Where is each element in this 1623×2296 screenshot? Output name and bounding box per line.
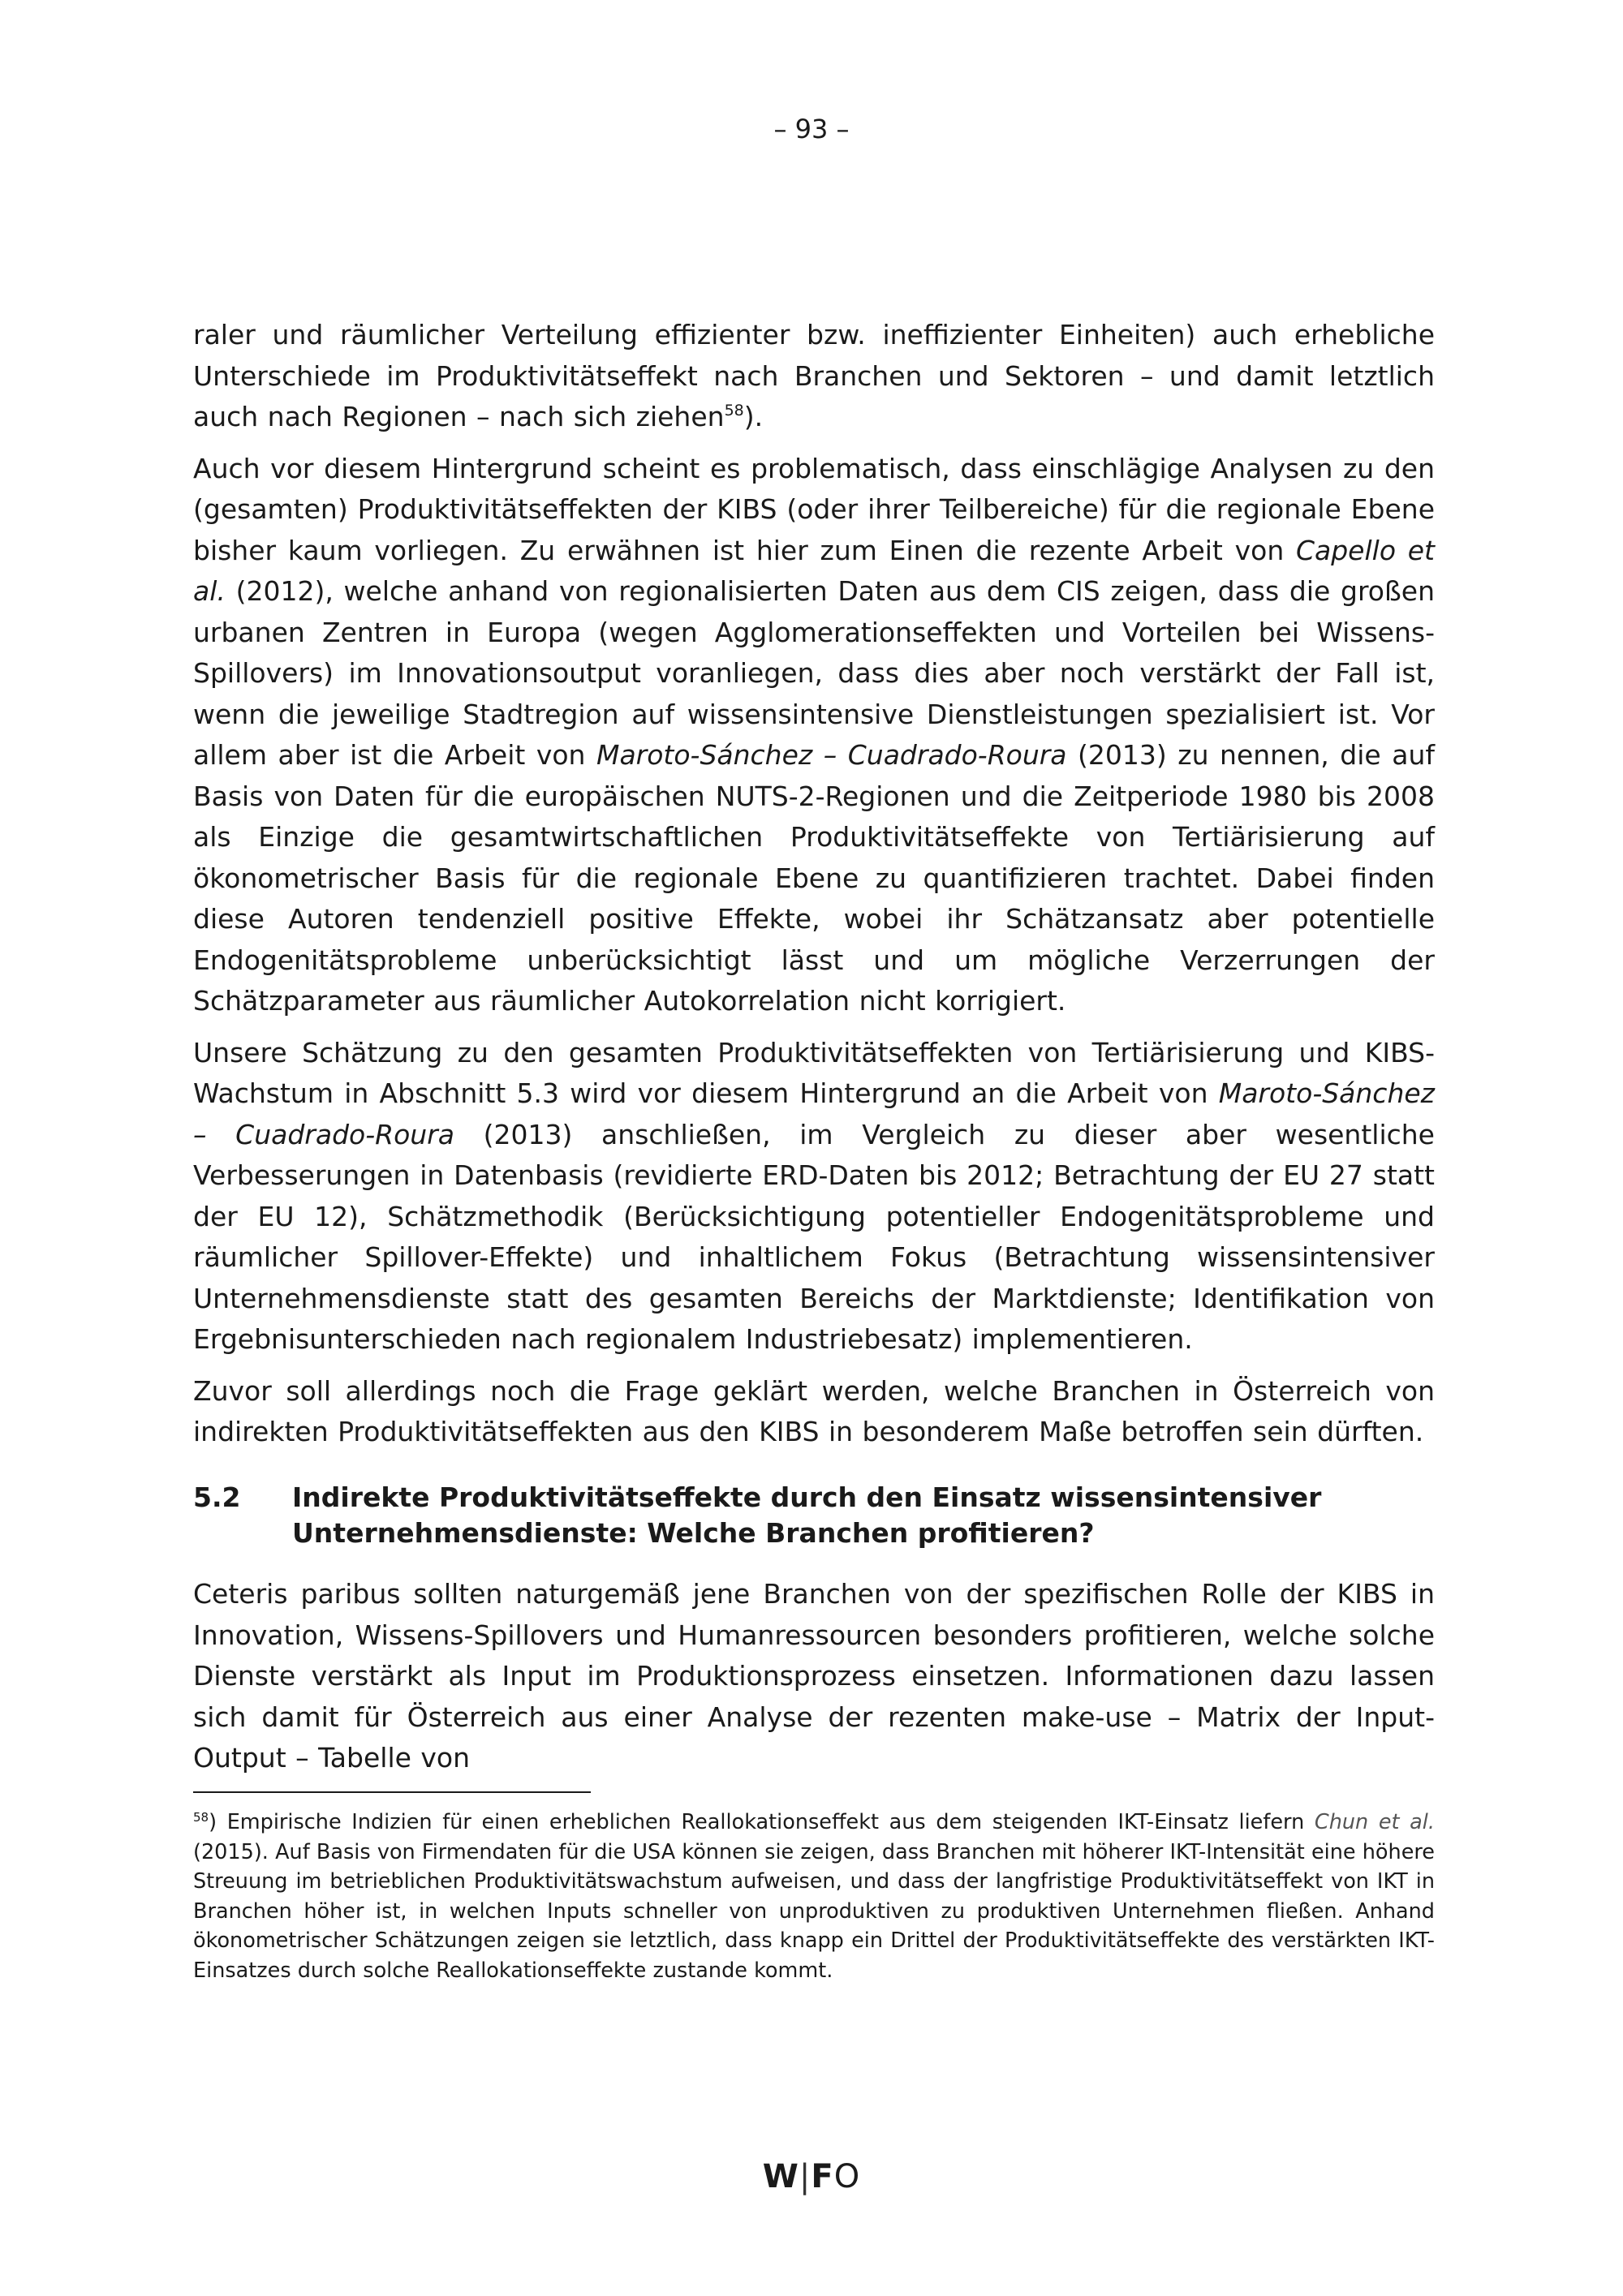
- paragraph-2: [193, 449, 1435, 1022]
- logo-letter-o: O: [833, 2158, 861, 2195]
- paragraph-5: Ceteris paribus sollten naturgemäß jene Branchen von der spezifischen Rolle der KIBS in Innovation, Wissens-Spillovers und Humanressourcen besonders profitieren, welche solche Dienste verstärkt als Input im Produktionsprozess einsetzen. Informationen dazu lassen sich damit für Österreich aus einer Analyse der rezenten make-use – Matrix der Input-Output – Tabelle von: [193, 1578, 1435, 1774]
- footnote-reference[interactable]: 58: [724, 402, 744, 419]
- citation-capello: Capello et al.: [193, 534, 1435, 607]
- footnote-text-b: (2015). Auf Basis von Firmendaten für die USA können sie zeigen, dass Branchen mit höherer IKT-Intensität eine höhere Streuung im betrieblichen Produktivitätswachstum aufweisen, und dass der langfristige Produktivitätseffekt von IKT in Branchen höher ist, in welchen Inputs schneller von unproduktiven zu produktiven Unternehmen fließen. Anhand ökonometrischer Schätzungen zeigen sie letztlich, dass knapp ein Drittel der Produktivitätseffekte des verstärkten IKT-Einsatzes durch solche Reallokationseffekte zustande kommt.: [193, 1839, 1435, 1983]
- footnote-divider: [193, 1791, 591, 1793]
- footnote-marker: 58: [193, 1810, 209, 1825]
- footnote-58: [193, 1808, 1435, 1985]
- page-number: – 93 –: [773, 114, 850, 144]
- wifo-logo: [0, 2158, 1623, 2195]
- section-title: Indirekte Produktivitätseffekte durch den Einsatz wissensintensiver Unternehmensdienste: Welche Branchen profitieren?: [292, 1481, 1322, 1549]
- logo-letter-w: W: [762, 2158, 799, 2195]
- body-text-upper: [193, 315, 1435, 1464]
- paragraph-1: [193, 315, 1435, 438]
- paragraph-2-text-a: Auch vor diesem Hintergrund scheint es problematisch, dass einschlägige Analysen zu den (gesamten) Produktivitätseffekten der KIBS (oder ihrer Teilbereiche) für die regionale Ebene bisher kaum vorliegen. Zu erwähnen ist hier zum Einen die rezente Arbeit von: [193, 452, 1435, 566]
- section-heading: [193, 1480, 1435, 1551]
- section-number: 5.2: [193, 1481, 241, 1513]
- paragraph-3-text-a: Unsere Schätzung zu den gesamten Produktivitätseffekten von Tertiärisierung und KIBS-Wachstum in Abschnitt 5.3 wird vor diesem Hintergrund an die Arbeit von: [193, 1036, 1435, 1109]
- citation-maroto-2: Maroto-Sánchez – Cuadrado-Roura: [193, 1077, 1435, 1150]
- body-text-lower: [193, 1574, 1435, 1790]
- paragraph-4: Zuvor soll allerdings noch die Frage geklärt werden, welche Branchen in Österreich von indirekten Produktivitätseffekten aus den KIBS in besonderem Maße betroffen sein dürften.: [193, 1374, 1435, 1447]
- logo-separator: |: [799, 2158, 812, 2195]
- footnote-citation: Chun et al.: [1314, 1810, 1435, 1834]
- paragraph-3: [193, 1033, 1435, 1361]
- footnote-text-a: ) Empirische Indizien für einen erheblichen Reallokationseffekt aus dem steigenden IKT-Einsatz liefern: [209, 1810, 1315, 1834]
- paragraph-3-text-b: (2013) anschließen, im Vergleich zu dieser aber wesentliche Verbesserungen in Datenbasis (revidierte ERD-Daten bis 2012; Betrachtung der EU 27 statt der EU 12), Schätzmethodik (Berücksichtigung potentieller Endogenitätsprobleme und räumlicher Spillover-Effekte) und inhaltlichem Fokus (Betrachtung wissensintensiver Unternehmensdienste statt des gesamten Bereichs der Marktdienste; Identifikation von Ergebnisunterschieden nach regionalem Industriebesatz) implementieren.: [193, 1118, 1435, 1355]
- citation-maroto: Maroto-Sánchez – Cuadrado-Roura: [596, 739, 1067, 771]
- paragraph-2-text-b: (2012), welche anhand von regionalisierten Daten aus dem CIS zeigen, dass die großen urbanen Zentren in Europa (wegen Agglomerationseffekten und Vorteilen bei Wissens-Spillovers) im Innovationsoutput voranliegen, dass dies aber noch verstärkt der Fall ist, wenn die jeweilige Stadtregion auf wissensintensive Dienstleistungen spezialisiert ist. Vor allem aber ist die Arbeit von: [193, 575, 1435, 771]
- logo-letter-f: F: [811, 2158, 834, 2195]
- paragraph-1-text: raler und räumlicher Verteilung effizienter bzw. ineffizienter Einheiten) auch erhebliche Unterschiede im Produktivitätseffekt nach Branchen und Sektoren – und damit letztlich auch nach Regionen – nach sich ziehen: [193, 319, 1435, 432]
- paragraph-2-text-c: (2013) zu nennen, die auf Basis von Daten für die europäischen NUTS-2-Regionen und die Zeitperiode 1980 bis 2008 als Einzige die gesamtwirtschaftlichen Produktivitätseffekte von Tertiärisierung auf ökonometrischer Basis für die regionale Ebene zu quantifizieren trachtet. Dabei finden diese Autoren tendenziell positive Effekte, wobei ihr Schätzansatz aber potentielle Endogenitätsprobleme unberücksichtigt lässt und um mögliche Verzerrungen der Schätzparameter aus räumlicher Autokorrelation nicht korrigiert.: [193, 739, 1435, 1017]
- paragraph-1-end: ).: [743, 401, 764, 432]
